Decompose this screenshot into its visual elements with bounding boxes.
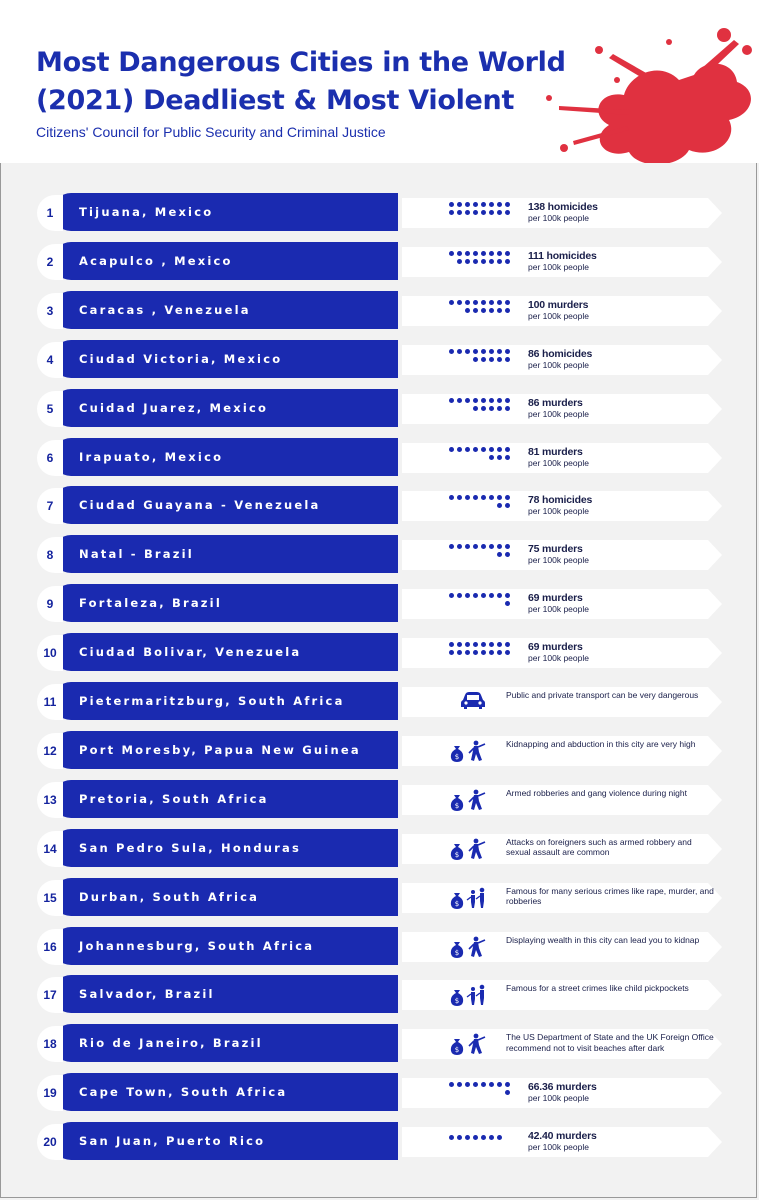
city-row xyxy=(0,1024,759,1064)
city-row xyxy=(0,731,759,771)
page-subtitle: Citizens' Council for Public Security and Criminal Justice xyxy=(36,124,386,140)
scale-dot xyxy=(465,447,470,452)
rank-number: 8 xyxy=(46,548,54,563)
city-row xyxy=(0,975,759,1015)
scale-dot xyxy=(449,495,454,500)
scale-dot xyxy=(457,398,462,403)
dot-scale xyxy=(449,300,519,324)
rank-number: 20 xyxy=(43,1135,57,1150)
info-panel-arrow xyxy=(708,491,722,521)
rank-number: 13 xyxy=(43,792,57,807)
scale-dot xyxy=(489,495,494,500)
scale-dot xyxy=(497,308,502,313)
scale-dot xyxy=(497,357,502,362)
scale-dot xyxy=(497,1135,502,1140)
money-bag-robber-icon xyxy=(449,789,489,811)
scale-dot xyxy=(489,210,494,215)
city-name: San Juan, Puerto Rico xyxy=(79,1134,266,1149)
scale-dot xyxy=(473,398,478,403)
scale-dot xyxy=(505,495,510,500)
scale-dot xyxy=(465,308,470,313)
rank-number: 12 xyxy=(43,743,57,758)
stat-value: 42.40 murders xyxy=(528,1130,597,1143)
stat-unit: per 100k people xyxy=(528,261,589,272)
scale-dot xyxy=(497,406,502,411)
scale-dot xyxy=(465,349,470,354)
scale-dot xyxy=(489,447,494,452)
info-panel-arrow xyxy=(708,1127,722,1157)
rank-number: 14 xyxy=(43,841,57,856)
scale-dot xyxy=(473,593,478,598)
svg-text:$: $ xyxy=(454,997,460,1006)
scale-dot xyxy=(481,1082,486,1087)
svg-text:$: $ xyxy=(454,850,460,859)
city-row xyxy=(0,535,759,575)
city-name: Durban, South Africa xyxy=(79,889,260,904)
stat-unit: per 100k people xyxy=(528,604,589,615)
risk-description: Famous for a street crimes like child pickpockets xyxy=(506,983,689,994)
dot-scale xyxy=(449,1131,519,1155)
svg-text:$: $ xyxy=(454,752,460,761)
scale-dot xyxy=(505,650,510,655)
stat-unit: per 100k people xyxy=(528,555,589,566)
city-name: Pietermaritzburg, South Africa xyxy=(79,694,345,708)
city-name: Caracas , Venezuela xyxy=(79,302,251,317)
city-row xyxy=(0,242,759,282)
scale-dot xyxy=(465,300,470,305)
scale-dot xyxy=(505,447,510,452)
stat-value: 69 murders xyxy=(528,592,583,605)
dot-scale xyxy=(449,544,519,568)
scale-dot xyxy=(465,202,470,207)
scale-dot xyxy=(497,349,502,354)
scale-dot xyxy=(449,1082,454,1087)
city-row xyxy=(0,829,759,869)
stat-value: 86 murders xyxy=(528,396,583,409)
city-name: Tijuana, Mexico xyxy=(79,205,214,219)
stat-unit: per 100k people xyxy=(528,359,589,370)
money-bag-robber-icon xyxy=(449,740,489,762)
scale-dot xyxy=(497,455,502,460)
risk-description: Kidnapping and abduction in this city are very high xyxy=(506,738,696,749)
rank-number: 19 xyxy=(43,1086,57,1101)
risk-description: Attacks on foreigners such as armed robbery and sexual assault are common xyxy=(506,836,692,858)
scale-dot xyxy=(465,650,470,655)
scale-dot xyxy=(457,349,462,354)
scale-dot xyxy=(505,552,510,557)
risk-description: The US Department of State and the UK Foreign Office recommend not to visit beaches after dark xyxy=(506,1032,714,1053)
scale-dot xyxy=(481,1135,486,1140)
dot-scale xyxy=(449,398,519,422)
scale-dot xyxy=(505,259,510,264)
stat-value: 66.36 murders xyxy=(528,1081,597,1094)
scale-dot xyxy=(457,259,462,264)
scale-dot xyxy=(505,300,510,305)
stat-unit: per 100k people xyxy=(528,653,589,664)
scale-dot xyxy=(505,251,510,256)
city-name: San Pedro Sula, Honduras xyxy=(79,840,302,855)
scale-dot xyxy=(473,300,478,305)
scale-dot xyxy=(505,1082,510,1087)
dot-scale xyxy=(449,447,519,471)
scale-dot xyxy=(481,642,486,647)
scale-dot xyxy=(449,642,454,647)
dot-scale xyxy=(449,642,519,666)
info-panel-arrow xyxy=(708,1078,722,1108)
scale-dot xyxy=(481,308,486,313)
stat-value: 138 homicides xyxy=(528,201,598,213)
info-panel-arrow xyxy=(708,296,722,326)
scale-dot xyxy=(481,544,486,549)
info-panel-arrow xyxy=(708,638,722,668)
city-name: Acapulco , Mexico xyxy=(79,253,233,268)
stat-value: 111 homicides xyxy=(528,249,597,262)
scale-dot xyxy=(497,259,502,264)
scale-dot xyxy=(473,357,478,362)
scale-dot xyxy=(457,251,462,256)
city-row xyxy=(0,193,759,233)
scale-dot xyxy=(481,398,486,403)
scale-dot xyxy=(497,650,502,655)
city-row xyxy=(0,927,759,967)
scale-dot xyxy=(481,495,486,500)
scale-dot xyxy=(489,251,494,256)
dot-scale xyxy=(449,251,519,275)
city-name: Cape Town, South Africa xyxy=(79,1085,288,1100)
stat-unit: per 100k people xyxy=(528,310,589,321)
svg-text:$: $ xyxy=(454,948,460,957)
scale-dot xyxy=(505,593,510,598)
svg-text:$: $ xyxy=(454,801,460,810)
scale-dot xyxy=(481,447,486,452)
city-name: Fortaleza, Brazil xyxy=(79,596,222,611)
rank-number: 4 xyxy=(46,352,54,367)
scale-dot xyxy=(457,202,462,207)
scale-dot xyxy=(449,210,454,215)
scale-dot xyxy=(473,406,478,411)
scale-dot xyxy=(497,251,502,256)
city-row xyxy=(0,780,759,820)
scale-dot xyxy=(457,650,462,655)
rank-number: 1 xyxy=(46,206,54,220)
blood-splash-graphic xyxy=(529,20,759,163)
scale-dot xyxy=(505,349,510,354)
risk-description: Armed robberies and gang violence during night xyxy=(506,787,687,798)
scale-dot xyxy=(465,398,470,403)
scale-dot xyxy=(465,210,470,215)
city-name: Irapuato, Mexico xyxy=(79,449,224,464)
city-name: Cuidad Juarez, Mexico xyxy=(79,400,269,415)
info-panel-arrow xyxy=(708,247,722,277)
scale-dot xyxy=(449,544,454,549)
svg-text:$: $ xyxy=(454,899,460,908)
title-line-2: (2021) Deadliest & Most Violent xyxy=(36,85,515,116)
scale-dot xyxy=(449,349,454,354)
scale-dot xyxy=(481,202,486,207)
svg-text:$: $ xyxy=(454,1046,460,1055)
scale-dot xyxy=(497,398,502,403)
rank-number: 5 xyxy=(46,401,54,416)
scale-dot xyxy=(457,300,462,305)
scale-dot xyxy=(473,1082,478,1087)
scale-dot xyxy=(505,398,510,403)
scale-dot xyxy=(465,495,470,500)
scale-dot xyxy=(465,259,470,264)
scale-dot xyxy=(449,447,454,452)
scale-dot xyxy=(465,1082,470,1087)
scale-dot xyxy=(505,210,510,215)
risk-description: Displaying wealth in this city can lead you to kidnap xyxy=(506,934,700,945)
scale-dot xyxy=(481,406,486,411)
dot-scale xyxy=(449,349,519,373)
rank-number: 9 xyxy=(46,597,54,612)
risk-description: Public and private transport can be very dangerous xyxy=(506,690,699,700)
scale-dot xyxy=(449,300,454,305)
city-row xyxy=(0,486,759,526)
scale-dot xyxy=(497,210,502,215)
car-icon xyxy=(460,691,486,713)
rank-number: 3 xyxy=(46,303,54,318)
stat-unit: per 100k people xyxy=(528,1142,589,1153)
scale-dot xyxy=(489,650,494,655)
city-row xyxy=(0,1073,759,1113)
stat-unit: per 100k people xyxy=(528,457,589,468)
scale-dot xyxy=(505,642,510,647)
rank-number: 18 xyxy=(43,1037,57,1052)
dot-scale xyxy=(449,202,519,226)
scale-dot xyxy=(457,642,462,647)
rank-number: 2 xyxy=(46,254,54,269)
scale-dot xyxy=(505,544,510,549)
scale-dot xyxy=(473,650,478,655)
scale-dot xyxy=(481,251,486,256)
scale-dot xyxy=(497,503,502,508)
money-bag-pickpocket-icon xyxy=(449,984,489,1006)
city-row xyxy=(0,878,759,918)
scale-dot xyxy=(489,357,494,362)
scale-dot xyxy=(497,642,502,647)
scale-dot xyxy=(481,349,486,354)
scale-dot xyxy=(449,1135,454,1140)
scale-dot xyxy=(481,259,486,264)
city-name: Pretoria, South Africa xyxy=(79,791,269,806)
scale-dot xyxy=(465,1135,470,1140)
city-name: Natal - Brazil xyxy=(79,547,194,562)
city-row xyxy=(0,438,759,478)
scale-dot xyxy=(489,406,494,411)
rank-number: 6 xyxy=(46,450,54,465)
scale-dot xyxy=(489,1082,494,1087)
scale-dot xyxy=(497,495,502,500)
header xyxy=(0,0,759,163)
city-name: Rio de Janeiro, Brazil xyxy=(79,1036,263,1051)
scale-dot xyxy=(505,503,510,508)
stat-value: 86 homicides xyxy=(528,347,593,360)
scale-dot xyxy=(449,202,454,207)
scale-dot xyxy=(457,593,462,598)
rank-number: 7 xyxy=(46,499,54,514)
scale-dot xyxy=(457,544,462,549)
stat-unit: per 100k people xyxy=(528,506,589,517)
scale-dot xyxy=(457,210,462,215)
dot-scale xyxy=(449,1082,519,1106)
city-row xyxy=(0,389,759,429)
scale-dot xyxy=(473,495,478,500)
city-row xyxy=(0,584,759,624)
rank-number: 17 xyxy=(43,988,57,1003)
stat-value: 100 murders xyxy=(528,298,589,311)
city-name: Ciudad Victoria, Mexico xyxy=(79,351,283,366)
stat-value: 75 murders xyxy=(528,543,583,556)
city-name: Ciudad Guayana - Venezuela xyxy=(79,498,321,513)
scale-dot xyxy=(489,308,494,313)
scale-dot xyxy=(489,544,494,549)
stat-value: 81 murders xyxy=(528,445,583,458)
city-name: Ciudad Bolivar, Venezuela xyxy=(79,645,302,660)
page-title xyxy=(36,44,566,120)
city-row xyxy=(0,291,759,331)
scale-dot xyxy=(457,1135,462,1140)
scale-dot xyxy=(505,406,510,411)
money-bag-robber-icon xyxy=(449,838,489,860)
scale-dot xyxy=(481,650,486,655)
scale-dot xyxy=(473,251,478,256)
scale-dot xyxy=(489,202,494,207)
city-name: Port Moresby, Papua New Guinea xyxy=(79,742,361,757)
info-panel-arrow xyxy=(708,345,722,375)
risk-description: Famous for many serious crimes like rape, murder, and robberies xyxy=(506,885,714,907)
scale-dot xyxy=(449,593,454,598)
scale-dot xyxy=(505,1090,510,1095)
scale-dot xyxy=(457,495,462,500)
scale-dot xyxy=(497,552,502,557)
stat-unit: per 100k people xyxy=(528,1093,589,1104)
scale-dot xyxy=(489,300,494,305)
scale-dot xyxy=(497,1082,502,1087)
rank-number: 10 xyxy=(43,646,57,661)
scale-dot xyxy=(481,357,486,362)
scale-dot xyxy=(473,210,478,215)
scale-dot xyxy=(449,398,454,403)
scale-dot xyxy=(489,259,494,264)
scale-dot xyxy=(473,1135,478,1140)
info-panel-arrow xyxy=(708,198,722,228)
scale-dot xyxy=(449,251,454,256)
dot-scale xyxy=(449,593,519,617)
scale-dot xyxy=(473,349,478,354)
scale-dot xyxy=(489,455,494,460)
city-name: Salvador, Brazil xyxy=(79,987,215,1002)
scale-dot xyxy=(489,593,494,598)
stat-value: 69 murders xyxy=(528,641,583,654)
info-panel-arrow xyxy=(708,443,722,473)
city-row xyxy=(0,340,759,380)
scale-dot xyxy=(505,202,510,207)
info-panel-arrow xyxy=(708,589,722,619)
scale-dot xyxy=(489,642,494,647)
scale-dot xyxy=(465,544,470,549)
scale-dot xyxy=(465,593,470,598)
scale-dot xyxy=(505,308,510,313)
scale-dot xyxy=(497,447,502,452)
stat-unit: per 100k people xyxy=(528,213,589,223)
scale-dot xyxy=(473,308,478,313)
scale-dot xyxy=(457,1082,462,1087)
money-bag-robber-icon xyxy=(449,936,489,958)
money-bag-pickpocket-icon xyxy=(449,887,489,909)
scale-dot xyxy=(489,349,494,354)
scale-dot xyxy=(497,593,502,598)
city-name: Johannesburg, South Africa xyxy=(79,938,315,953)
dot-scale xyxy=(449,495,519,519)
city-row xyxy=(0,1122,759,1162)
scale-dot xyxy=(473,447,478,452)
money-bag-robber-icon xyxy=(449,1033,489,1055)
scale-dot xyxy=(473,642,478,647)
scale-dot xyxy=(481,593,486,598)
scale-dot xyxy=(465,251,470,256)
scale-dot xyxy=(465,642,470,647)
rank-number: 11 xyxy=(43,695,57,709)
scale-dot xyxy=(473,202,478,207)
scale-dot xyxy=(473,259,478,264)
scale-dot xyxy=(481,210,486,215)
rank-number: 15 xyxy=(43,890,57,905)
title-line-1: Most Dangerous Cities in the World xyxy=(36,47,566,78)
info-panel-arrow xyxy=(708,394,722,424)
scale-dot xyxy=(489,398,494,403)
scale-dot xyxy=(505,455,510,460)
scale-dot xyxy=(481,300,486,305)
scale-dot xyxy=(489,1135,494,1140)
scale-dot xyxy=(497,202,502,207)
info-panel-arrow xyxy=(708,540,722,570)
stat-unit: per 100k people xyxy=(528,408,589,419)
scale-dot xyxy=(505,601,510,606)
scale-dot xyxy=(497,544,502,549)
rank-number: 16 xyxy=(43,939,57,954)
scale-dot xyxy=(505,357,510,362)
scale-dot xyxy=(457,447,462,452)
city-row xyxy=(0,682,759,722)
scale-dot xyxy=(497,300,502,305)
city-row xyxy=(0,633,759,673)
stat-value: 78 homicides xyxy=(528,494,593,507)
scale-dot xyxy=(473,544,478,549)
scale-dot xyxy=(449,650,454,655)
